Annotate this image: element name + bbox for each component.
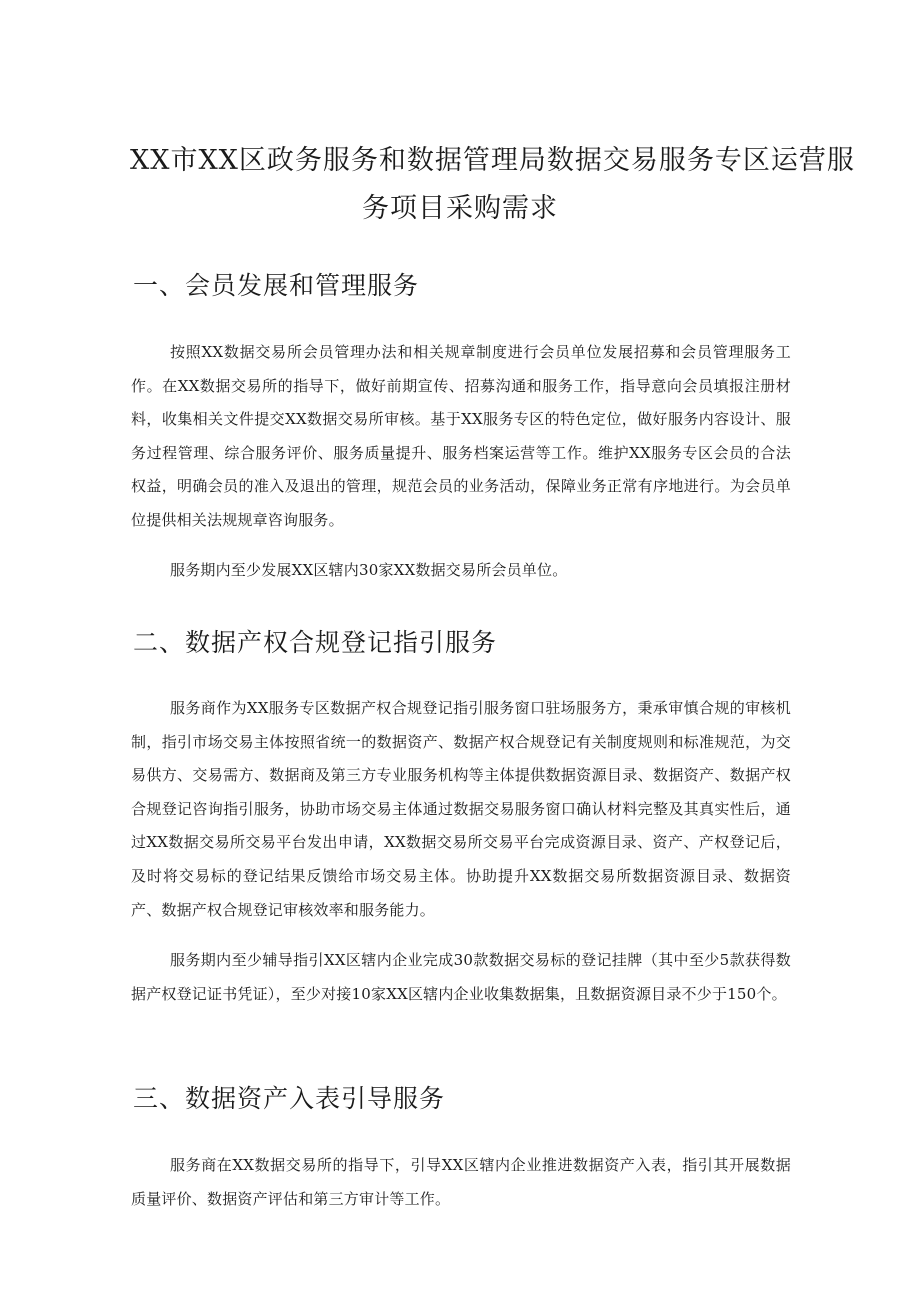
section-heading-property-registration: 二、数据产权合规登记指引服务 xyxy=(133,628,498,657)
section-2-paragraph-1: 服务商作为XX服务专区数据产权合规登记指引服务窗口驻场服务方，秉承审慎合规的审核机制，指引市场交易主体按照省统一的数据资产、数据产权合规登记有关制度规则和标准规范，为交易供方、交易需方、数据商及第三方专业服务机构等主体提供数据资源目录、数据资产、数据产权合规登记咨询指引服务，协助市场交易主体通过数据交易服务窗口确认材料完整及其真实性后，通过XX数据交易所交易平台发出申请，XX数据交易所交易平台完成资源目录、资产、产权登记后，及时将交易标的登记结果反馈给市场交易主体。协助提升XX数据交易所数据资源目录、数据资产、数据产权合规登记审核效率和服务能力。 xyxy=(131,699,791,919)
section-2-paragraph-2: 服务期内至少辅导指引XX区辖内企业完成30款数据交易标的登记挂牌（其中至少5款获得数据产权登记证书凭证），至少对接10家XX区辖内企业收集数据集，且数据资源目录不少于150个。 xyxy=(131,951,791,1003)
section-heading-asset-accounting: 三、数据资产入表引导服务 xyxy=(133,1084,446,1113)
section-heading-membership: 一、会员发展和管理服务 xyxy=(133,271,420,300)
document-title-line-1: XX市XX区政务服务和数据管理局数据交易服务专区运营服 xyxy=(130,145,855,176)
document-title-line-2: 务项目采购需求 xyxy=(362,193,558,224)
section-1-paragraph-1: 按照XX数据交易所会员管理办法和相关规章制度进行会员单位发展招募和会员管理服务工作。在XX数据交易所的指导下，做好前期宣传、招募沟通和服务工作，指导意向会员填报注册材料，收集相关文件提交XX数据交易所审核。基于XX服务专区的特色定位，做好服务内容设计、服务过程管理、综合服务评价、服务质量提升、服务档案运营等工作。维护XX服务专区会员的合法权益，明确会员的准入及退出的管理，规范会员的业务活动，保障业务正常有序地进行。为会员单位提供相关法规规章咨询服务。 xyxy=(131,343,791,529)
section-1-paragraph-2: 服务期内至少发展XX区辖内30家XX数据交易所会员单位。 xyxy=(170,561,568,579)
section-3-paragraph-1: 服务商在XX数据交易所的指导下，引导XX区辖内企业推进数据资产入表，指引其开展数据质量评价、数据资产评估和第三方审计等工作。 xyxy=(131,1156,791,1208)
